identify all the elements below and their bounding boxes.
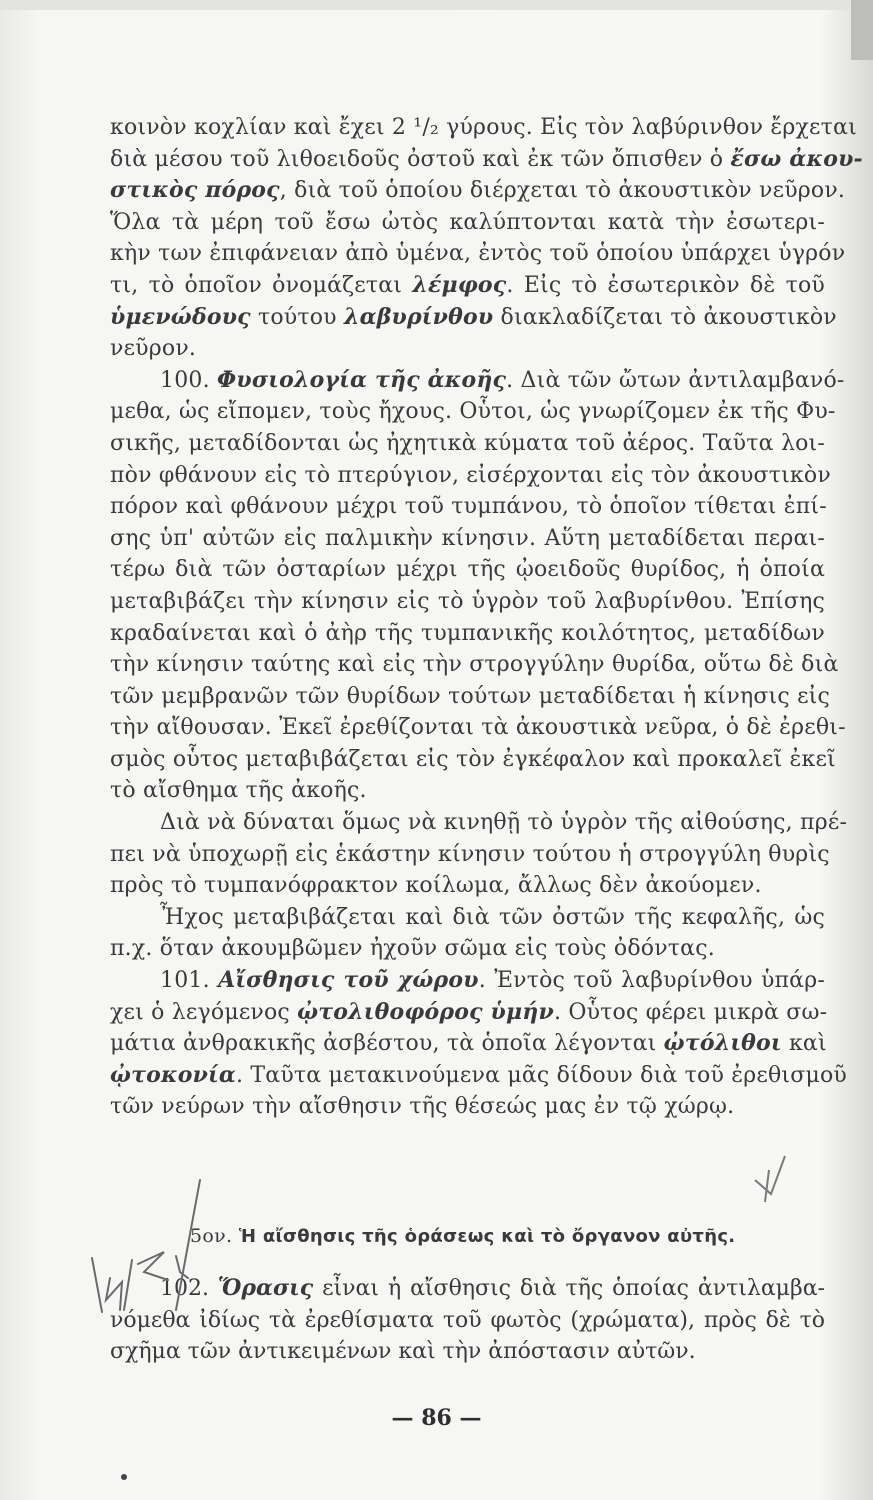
text-line: νόμεθα ἰδίως τὰ ἐρεθίσματα τοῦ φωτὸς (χρώματα), πρὸς δὲ τὸ — [110, 1307, 825, 1333]
text-line: πόρον καὶ φθάνουν μέχρι τοῦ τυμπάνου, τὸ ὁποῖον τίθεται ἐπί- — [110, 494, 827, 520]
page-right-edge-shadow — [851, 0, 873, 60]
text-line: Ἦχος μεταβιβάζεται καὶ διὰ τῶν ὀστῶν τῆς κεφαλῆς, ὡς — [160, 904, 825, 930]
text-line: κοινὸν κοχλίαν καὶ ἔχει 2 ¹/₂ γύρους. Εἰς τὸν λαβύρινθον ἔρχεται — [110, 115, 857, 140]
text-line: μεθα, ὡς εἴπομεν, τοὺς ἤχους. Οὗτοι, ὡς γνωρίζομεν ἐκ τῆς Φυ- — [110, 399, 836, 425]
text-line: Ὅλα τὰ μέρη τοῦ ἔσω ὠτὸς καλύπτονται κατὰ τὴν ἐσωτερι- — [110, 209, 825, 235]
text-line: τέρω διὰ τῶν ὀσταρίων μέχρι τῆς ᾠοειδοῦς θυρίδος, ἡ ὁποία — [110, 557, 825, 583]
text-line: διὰ μέσου τοῦ λιθοειδοῦς ὀστοῦ καὶ ἐκ τῶν ὄπισθεν ὁ ἔσω ἀκου- — [110, 145, 863, 172]
text-line: ᾠτοκονία. Ταῦτα μετακινούμενα μᾶς δίδουν διὰ τοῦ ἐρεθισμοῦ — [110, 1061, 847, 1088]
emphasized-term: στικὸς πόρος — [110, 177, 280, 204]
text-line: 100. Φυσιολογία τῆς ἀκοῆς. Διὰ τῶν ὤτων ἀντιλαμβανό- — [160, 366, 845, 393]
text-line: χει ὁ λεγόμενος ᾠτολιθοφόρος ὑμήν. Οὗτος φέρει μικρὰ σω- — [110, 998, 828, 1025]
page-number: — 86 — — [391, 1405, 482, 1431]
emphasized-term: λαβυρίνθου — [343, 303, 494, 330]
text-line: κὴν των ἐπιφάνειαν ἀπὸ ὑμένα, ἐντὸς τοῦ ὁποίου ὑπάρχει ὑγρόν — [110, 241, 846, 267]
paragraph-97-end — [110, 112, 863, 365]
emphasized-term: ᾠτοκονία — [110, 1061, 237, 1088]
text-line: πὸν φθάνουν εἰς τὸ πτερύγιον, εἰσέρχονται εἰς τὸν ἀκουστικὸν — [110, 462, 831, 488]
text-line: σμὸς οὗτος μεταβιβάζεται εἰς τὸν ἐγκέφαλον καὶ προκαλεῖ ἐκεῖ — [110, 746, 836, 772]
section-number: 5ον. — [190, 1225, 233, 1247]
emphasized-term: ἔσω ἀκου- — [730, 145, 863, 172]
emphasized-term: Ὅρασις — [217, 1275, 314, 1301]
section-heading — [190, 1225, 840, 1247]
paragraph-101 — [110, 965, 847, 1123]
text-line: πρὸς τὸ τυμπανόφρακτον κοίλωμα, ἄλλως δὲν ἀκούομεν. — [110, 873, 762, 899]
pencil-checkmark — [745, 1150, 795, 1210]
emphasized-term: ᾠτόλιθοι — [663, 1030, 782, 1057]
text-line: νεῦρον. — [110, 336, 197, 362]
text-line: π.χ. ὅταν ἀκουμβῶμεν ἠχοῦν σῶμα εἰς τοὺς ὀδόντας. — [110, 936, 715, 962]
emphasized-term: ὑμενώδους — [110, 303, 251, 330]
emphasized-term: λέμφος — [412, 271, 507, 298]
paragraph-bone-conduction — [110, 902, 825, 965]
text-line: 101. Αἴσθησις τοῦ χώρου. Ἐντὸς τοῦ λαβυρίνθου ὑπάρ- — [160, 967, 826, 994]
body-text — [110, 112, 863, 1123]
handwritten-pencil-note — [80, 1160, 220, 1320]
ink-speck — [121, 1474, 127, 1480]
text-line: κραδαίνεται καὶ ὁ ἀὴρ τῆς τυμπανικῆς κοιλότητος, μεταδίδων — [110, 620, 825, 646]
text-line: μεταβιβάζει τὴν κίνησιν εἰς τὸ ὑγρὸν τοῦ λαβυρίνθου. Ἐπίσης — [110, 588, 825, 614]
page-top-edge — [0, 0, 873, 10]
text-line: σικῆς, μεταδίδονται ὡς ἠχητικὰ κύματα τοῦ ἀέρος. Ταῦτα λοι- — [110, 430, 825, 456]
text-line: στικὸς πόρος, διὰ τοῦ ὁποίου διέρχεται τὸ ἀκουστικὸν νεῦρον. — [110, 177, 846, 204]
text-line: τὸ αἴσθημα τῆς ἀκοῆς. — [110, 778, 367, 804]
emphasized-term: Αἴσθησις τοῦ χώρου — [218, 967, 479, 994]
section-title: Ἡ αἴσθησις τῆς ὁράσεως καὶ τὸ ὄργανον αὐτῆς. — [238, 1226, 736, 1247]
paragraph-window — [110, 807, 848, 902]
text-line: τὴν αἴθουσαν. Ἐκεῖ ἐρεθίζονται τὰ ἀκουστικὰ νεῦρα, ὁ δὲ ἐρεθι- — [110, 715, 846, 741]
emphasized-term: ᾠτολιθοφόρος ὑμήν — [297, 998, 554, 1025]
text-line: 102. Ὅρασις εἶναι ἡ αἴσθησις διὰ τῆς ὁποίας ἀντιλαμβα- — [160, 1275, 825, 1301]
text-line: σχῆμα τῶν ἀντικειμένων καὶ τὴν ἀπόστασιν αὐτῶν. — [110, 1339, 696, 1365]
text-line: τὴν κίνησιν ταύτης καὶ εἰς τὴν στρογγύλην θυρίδα, οὕτω δὲ διὰ — [110, 652, 839, 678]
text-line: μάτια ἀνθρακικῆς ἀσβέστου, τὰ ὁποῖα λέγονται ᾠτόλιθοι καὶ — [110, 1030, 827, 1057]
text-line: τῶν μεμβρανῶν τῶν θυρίδων τούτων μεταδίδεται ἡ κίνησις εἰς — [110, 683, 831, 709]
paragraph-100 — [110, 365, 846, 807]
text-line: τι, τὸ ὁποῖον ὀνομάζεται λέμφος. Εἰς τὸ ἐσωτερικὸν δὲ τοῦ — [110, 271, 825, 298]
text-line: Διὰ νὰ δύναται ὅμως νὰ κινηθῇ τὸ ὑγρὸν τῆς αἰθούσης, πρέ- — [160, 810, 848, 836]
emphasized-term: Φυσιολογία τῆς ἀκοῆς — [216, 366, 507, 393]
text-line: ὑμενώδους τούτου λαβυρίνθου διακλαδίζεται τὸ ἀκουστικὸν — [110, 303, 837, 330]
text-line: σης ὑπ' αὐτῶν εἰς παλμικὴν κίνησιν. Αὕτη μεταδίδεται περαι- — [110, 525, 825, 551]
text-line: πει νὰ ὑποχωρῇ εἰς ἑκάστην κίνησιν τούτου ἡ στρογγύλη θυρὶς — [110, 841, 830, 867]
text-line: τῶν νεύρων τὴν αἴσθησιν τῆς θέσεώς μας ἐν τῷ χώρῳ. — [110, 1094, 735, 1120]
